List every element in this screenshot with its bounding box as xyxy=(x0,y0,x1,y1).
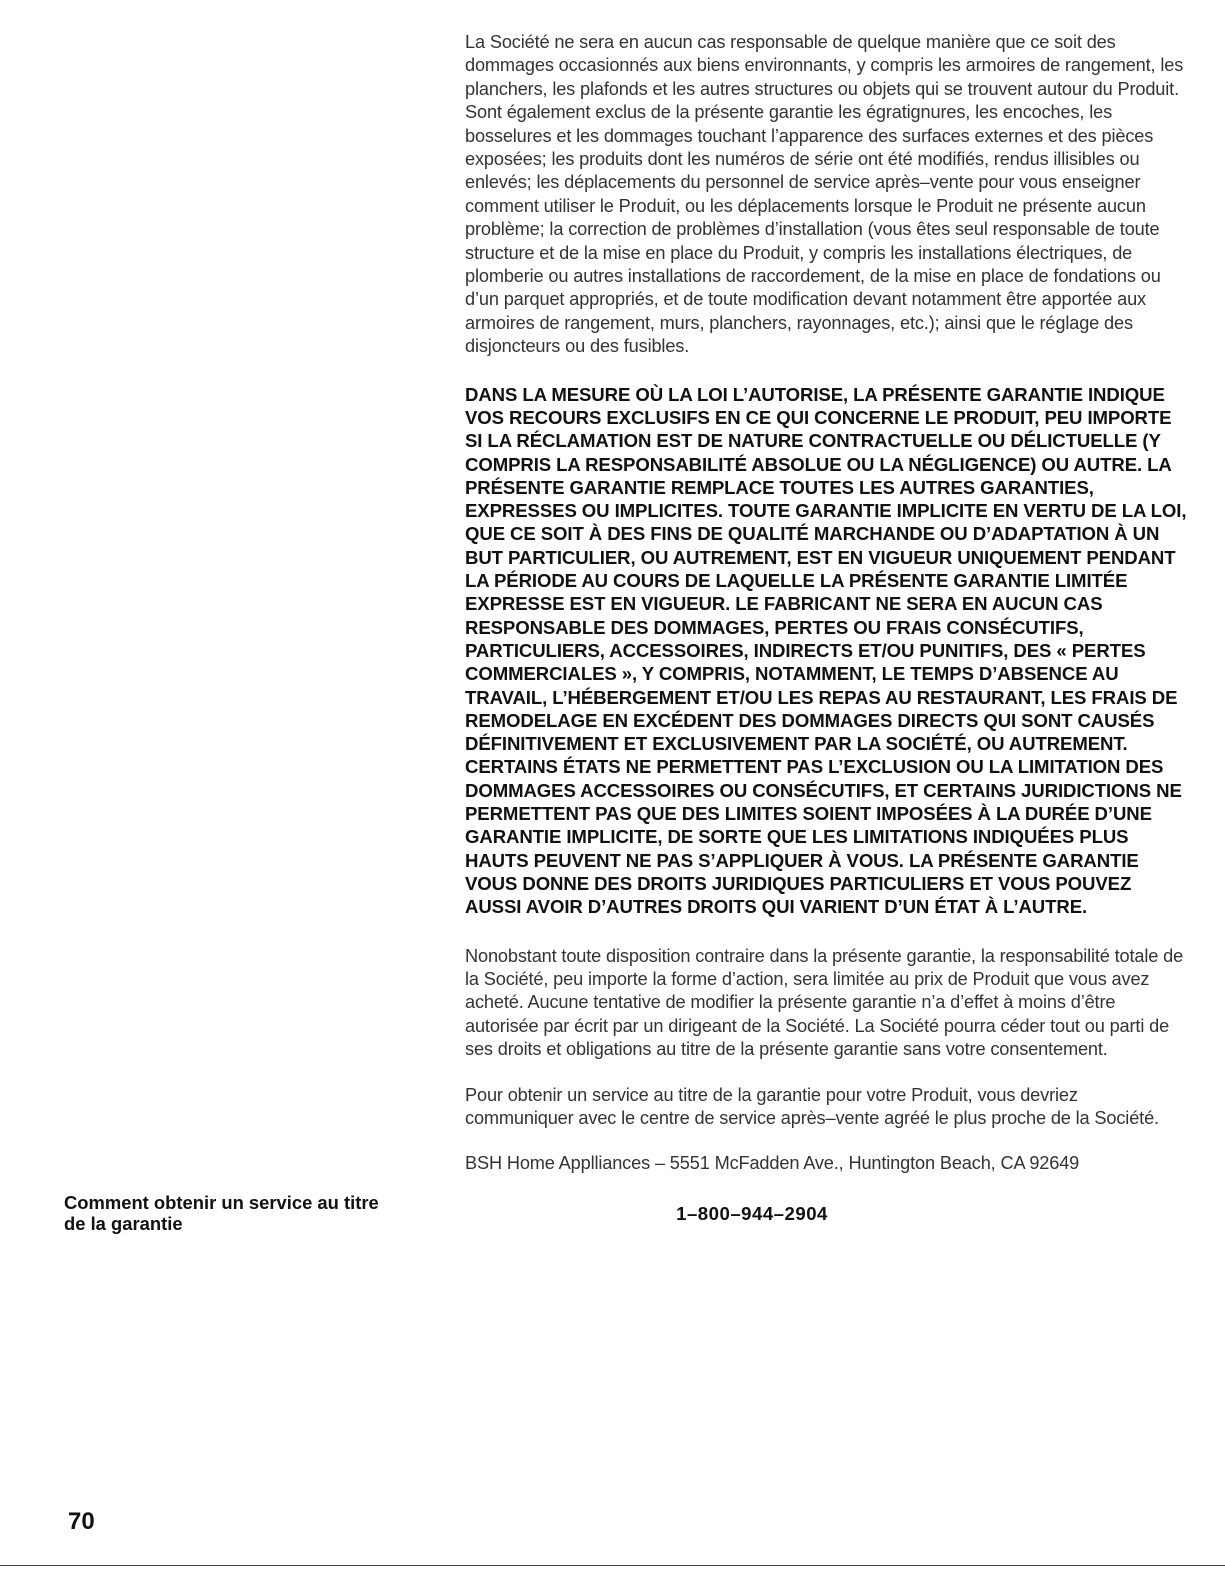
paragraph-exclusions: La Société ne sera en aucun cas responsable de quelque manière que ce soit des dommages occasionnés aux biens environnants, y compris les armoires de rangement, les planchers, les plafonds et les autres structures ou objets qui se trouvent autour du Produit. Sont également exclus de la présente garantie les égratignures, les encoches, les bosselures et les dommages touchant l’apparence des surfaces externes et des pièces exposées; les produits dont les numéros de série ont été modifiés, rendus illisibles ou enlevés; les déplacements du personnel de service après–vente pour vous enseigner comment utiliser le Produit, ou les déplacements lorsque le Produit ne présente aucun problème; la correction de problèmes d’installation (vous êtes seul responsable de toute structure et de la mise en place du Produit, y compris les installations électriques, de plomberie ou autres installations de raccordement, de la mise en place de fondations ou d’un parquet appropriés, et de toute modification devant notamment être apportée aux armoires de rangement, murs, planchers, rayonnages, etc.); ainsi que le réglage des disjoncteurs ou des fusibles. xyxy=(465,32,1184,357)
company-address: BSH Home Applliances – 5551 McFadden Ave., Huntington Beach, CA 92649 xyxy=(465,1153,1080,1174)
paragraph-service: Pour obtenir un service au titre de la garantie pour votre Produit, vous devriez communiquer avec le centre de service après–vente agréé le plus proche de la Société. xyxy=(465,1084,1159,1128)
paragraph-legal-disclaimer: DANS LA MESURE OÙ LA LOI L’AUTORISE, LA PRÉSENTE GARANTIE INDIQUE VOS RECOURS EXCLUSIFS EN CE QUI CONCERNE LE PRODUIT, PEU IMPORTE SI LA RÉCLAMATION EST DE NATURE CONTRACTUELLE OU DÉLICTUELLE (Y COMPRIS LA RESPONSABILITÉ ABSOLUE OU LA NÉGLIGENCE) OU AUTRE. LA PRÉSENTE GARANTIE REMPLACE TOUTES LES AUTRES GARANTIES, EXPRESSES OU IMPLICITES. TOUTE GARANTIE IMPLICITE EN VERTU DE LA LOI, QUE CE SOIT À DES FINS DE QUALITÉ MARCHANDE OU D’ADAPTATION À UN BUT PARTICULIER, OU AUTREMENT, EST EN VIGUEUR UNIQUEMENT PENDANT LA PÉRIODE AU COURS DE LAQUELLE LA PRÉSENTE GARANTIE LIMITÉE EXPRESSE EST EN VIGUEUR. LE FABRICANT NE SERA EN AUCUN CAS RESPONSABLE DES DOMMAGES, PERTES OU FRAIS CONSÉCUTIFS, PARTICULIERS, ACCESSOIRES, INDIRECTS ET/OU PUNITIFS, DES « PERTES COMMERCIALES », Y COMPRIS, NOTAMMENT, LE TEMPS D’ABSENCE AU TRAVAIL, L’HÉBERGEMENT ET/OU LES REPAS AU RESTAURANT, LES FRAIS DE REMODELAGE EN EXCÉDENT DES DOMMAGES DIRECTS QUI SONT CAUSÉS DÉFINITIVEMENT ET EXCLUSIVEMENT PAR LA SOCIÉTÉ, OU AUTREMENT. CERTAINS ÉTATS NE PERMETTENT PAS L’EXCLUSION OU LA LIMITATION DES DOMMAGES ACCESSOIRES OU CONSÉCUTIFS, ET CERTAINS JURIDICTIONS NE PERMETTENT PAS QUE DES LIMITES SOIENT IMPOSÉES À LA DURÉE D’UNE GARANTIE IMPLICITE, DE SORTE QUE LES LIMITATIONS INDIQUÉES PLUS HAUTS PEUVENT NE PAS S’APPLIQUER À VOUS. LA PRÉSENTE GARANTIE VOUS DONNE DES DROITS JURIDIQUES PARTICULIERS ET VOUS POUVEZ AUSSI AVOIR D’AUTRES DROITS QUI VARIENT D’UN ÉTAT À L’AUTRE. xyxy=(465,383,1187,918)
main-text-column xyxy=(465,31,1187,1225)
paragraph-liability: Nonobstant toute disposition contraire dans la présente garantie, la responsabilité totale de la Société, peu importe la forme d’action, sera limitée au prix de Produit que vous avez acheté. Aucune tentative de modifier la présente garantie n’a d’effet à moins d’être autorisée par écrit par un dirigeant de la Société. La Société pourra céder tout ou parti de ses droits et obligations au titre de la présente garantie sans votre consentement. xyxy=(465,945,1184,1060)
phone-number: 1–800–944–2904 xyxy=(676,1202,828,1224)
page-bottom-divider xyxy=(0,1565,1225,1566)
page-number: 70 xyxy=(68,1508,95,1535)
section-heading-warranty-service: Comment obtenir un service au titre de la garantie xyxy=(64,1192,379,1234)
